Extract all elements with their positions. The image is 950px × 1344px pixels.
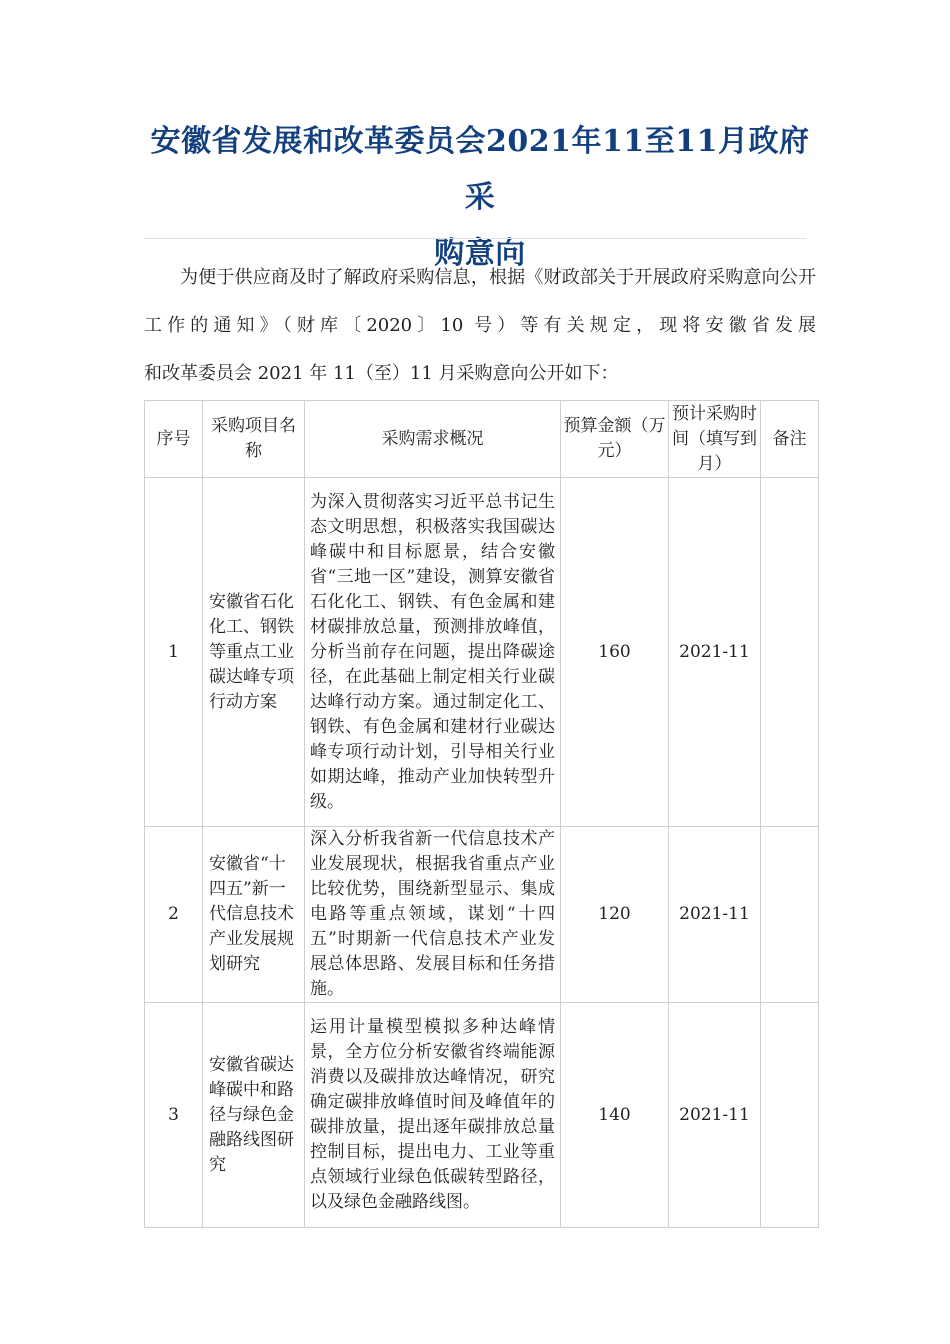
header-remark: 备注 [761,401,819,478]
intro-text: 为便于供应商及时了解政府采购信息，根据《财政部关于开展政府采购意向公开工作的通知》（财库〔2020〕10 号）等有关规定，现将安徽省发展 [144,267,816,336]
intro-text-last-line: 和改革委员会 2021 年 11（至）11 月采购意向公开如下： [144,363,619,384]
row-index: 3 [145,1003,203,1228]
row-project-name: 安徽省“十四五”新一代信息技术产业发展规划研究 [203,827,305,1003]
header-index: 序号 [145,401,203,478]
header-budget: 预算金额（万元） [561,401,669,478]
row-description: 深入分析我省新一代信息技术产业发展现状，根据我省重点产业比较优势，围绕新型显示、集成电路等重点领域，谋划“十四五”时期新一代信息技术产业发展总体思路、发展目标和任务措施。 [305,827,561,1003]
row-budget: 120 [561,827,669,1003]
table-row [145,827,819,1003]
row-date: 2021-11 [669,1003,761,1228]
title-divider [144,238,806,239]
row-budget: 160 [561,478,669,827]
row-budget: 140 [561,1003,669,1228]
table-row [145,1003,819,1228]
table-header-row [145,401,819,478]
row-date: 2021-11 [669,827,761,1003]
header-date: 预计采购时间（填写到月） [669,401,761,478]
row-index: 2 [145,827,203,1003]
page-title-line-1: 安徽省发展和改革委员会2021年11至11月政府采 [150,124,810,215]
header-project-name: 采购项目名称 [203,401,305,478]
table-row [145,478,819,827]
header-description: 采购需求概况 [305,401,561,478]
procurement-table [144,400,819,1228]
intro-paragraph [144,254,816,398]
row-remark [761,478,819,827]
row-description: 为深入贯彻落实习近平总书记生态文明思想，积极落实我国碳达峰碳中和目标愿景，结合安徽省“三地一区”建设，测算安徽省石化化工、钢铁、有色金属和建材碳排放总量，预测排放峰值，分析当前存在问题，提出降碳途径，在此基础上制定相关行业碳达峰行动方案。通过制定化工、钢铁、有色金属和建材行业碳达峰专项行动计划，引导相关行业如期达峰，推动产业加快转型升级。 [305,478,561,827]
row-project-name: 安徽省石化化工、钢铁等重点工业碳达峰专项行动方案 [203,478,305,827]
page-title-line-2: 购意向 [434,236,526,271]
row-remark [761,827,819,1003]
row-description: 运用计量模型模拟多种达峰情景，全方位分析安徽省终端能源消费以及碳排放达峰情况，研究确定碳排放峰值时间及峰值年的碳排放量，提出逐年碳排放总量控制目标，提出电力、工业等重点领域行业绿色低碳转型路径，以及绿色金融路线图。 [305,1003,561,1228]
row-project-name: 安徽省碳达峰碳中和路径与绿色金融路线图研究 [203,1003,305,1228]
row-date: 2021-11 [669,478,761,827]
row-remark [761,1003,819,1228]
row-index: 1 [145,478,203,827]
